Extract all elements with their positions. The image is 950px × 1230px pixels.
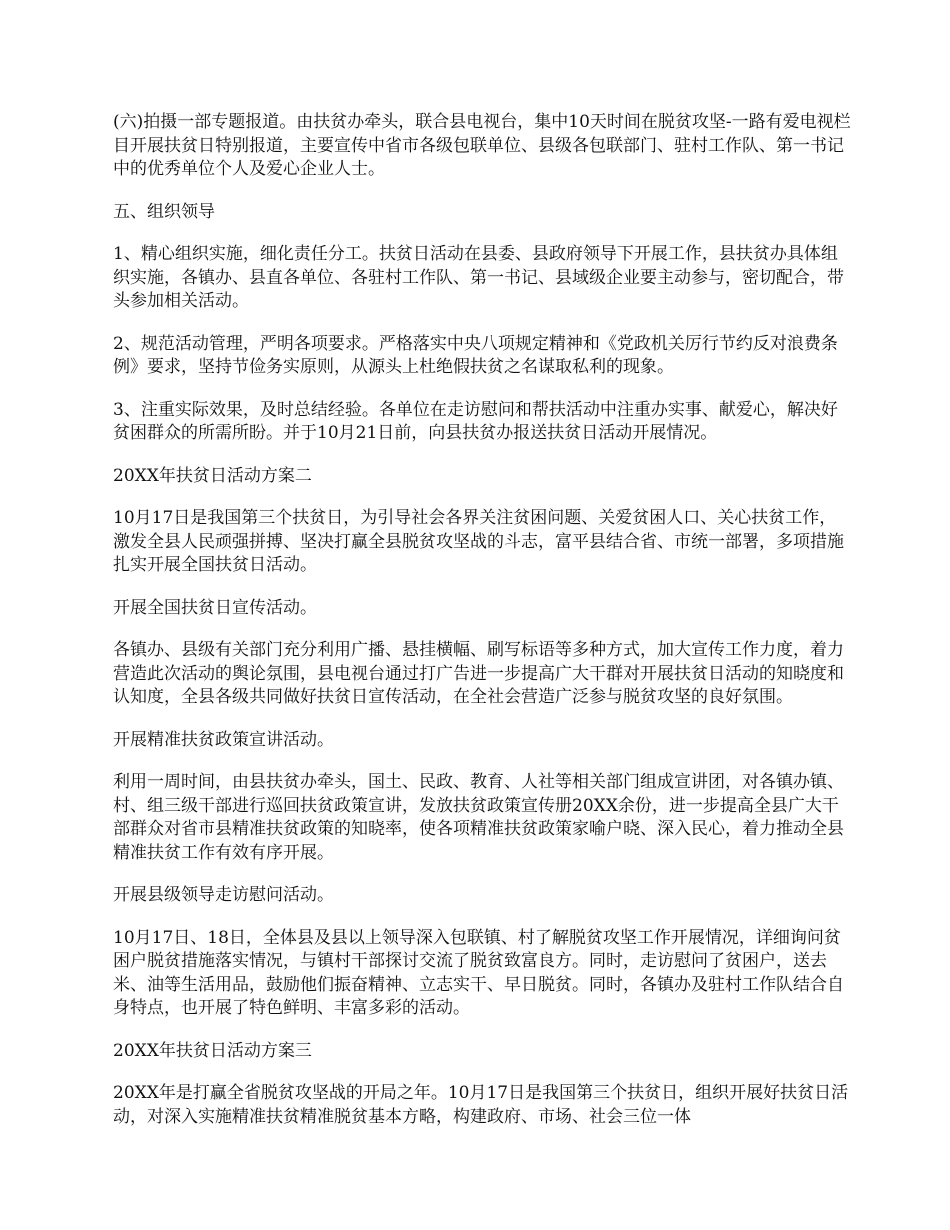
paragraph-leader-visit: 10月17日、18日，全体县及县以上领导深入包联镇、村了解脱贫攻坚工作开展情况，详细询问贫困户脱贫措施落实情况，与镇村干部探讨交流了脱贫致富良方。同时，走访慰问了贫困户，送去米、油等生活用品，鼓励他们振奋精神、立志实干、早日脱贫。同时，各镇办及驻村工作队结合自身特点，也开展了特色鲜明、丰富多彩的活动。 — [113, 927, 844, 1018]
heading-leader-visit: 开展县级领导走访慰问活动。 — [113, 885, 334, 905]
paragraph-practical-effect: 3、注重实际效果，及时总结经验。各单位在走访慰问和帮扶活动中注重办实事、献爱心，解决好贫困群众的所需所盼。并于10月21日前，向县扶贫办报送扶贫日活动开展情况。 — [113, 399, 838, 443]
paragraph-plan-two-intro: 10月17日是我国第三个扶贫日，为引导社会各界关注贫困问题、关爱贫困人口、关心扶贫工作，激发全县人民顽强拼搏、坚决打赢全县脱贫攻坚战的斗志，富平县结合省、市统一部署，多项措施扎实开展全国扶贫日活动。 — [113, 508, 844, 575]
paragraph-policy-lecture: 利用一周时间，由县扶贫办牵头，国土、民政、教育、人社等相关部门组成宣讲团，对各镇办镇、村、组三级干部进行巡回扶贫政策宣讲，发放扶贫政策宣传册20XX余份，进一步提高全县广大干部群众对省市县精准扶贫政策的知晓率，使各项精准扶贫政策家喻户晓、深入民心，着力推动全县精准扶贫工作有效有序开展。 — [113, 772, 844, 863]
paragraph-filming-report: (六)拍摄一部专题报道。由扶贫办牵头，联合县电视台，集中10天时间在脱贫攻坚-一路有爱电视栏目开展扶贫日特别报道，主要宣传中省市各级包联单位、县级各包联部门、驻村工作队、第一书记中的优秀单位个人及爱心企业人士。 — [113, 112, 851, 179]
paragraph-activity-management: 2、规范活动管理，严明各项要求。严格落实中央八项规定精神和《党政机关厉行节约反对浪费条例》要求，坚持节俭务实原则，从源头上杜绝假扶贫之名谋取私利的现象。 — [113, 333, 838, 377]
paragraph-plan-three-intro: 20XX年是打赢全省脱贫攻坚战的开局之年。10月17日是我国第三个扶贫日，组织开展好扶贫日活动，对深入实施精准扶贫精准脱贫基本方略，构建政府、市场、社会三位一体 — [113, 1083, 849, 1127]
document-body — [113, 111, 853, 1148]
heading-plan-three: 20XX年扶贫日活动方案三 — [113, 1040, 312, 1061]
heading-policy-lecture: 开展精准扶贫政策宣讲活动。 — [113, 729, 334, 750]
paragraph-publicity-activity: 各镇办、县级有关部门充分利用广播、悬挂横幅、刷写标语等多种方式，加大宣传工作力度，着力营造此次活动的舆论氛围，县电视台通过打广告进一步提高广大干群对开展扶贫日活动的知晓度和认知度，全县各级共同做好扶贫日宣传活动，在全社会营造广泛参与脱贫攻坚的良好氛围。 — [113, 640, 844, 707]
paragraph-organize-implement: 1、精心组织实施，细化责任分工。扶贫日活动在县委、县政府领导下开展工作，县扶贫办具体组织实施，各镇办、县直各单位、各驻村工作队、第一书记、县域级企业要主动参与，密切配合，带头参加相关活动。 — [113, 244, 844, 311]
section-heading-organization: 五、组织领导 — [113, 201, 215, 222]
heading-plan-two: 20XX年扶贫日活动方案二 — [113, 465, 312, 486]
heading-publicity-activity: 开展全国扶贫日宣传活动。 — [113, 597, 317, 618]
